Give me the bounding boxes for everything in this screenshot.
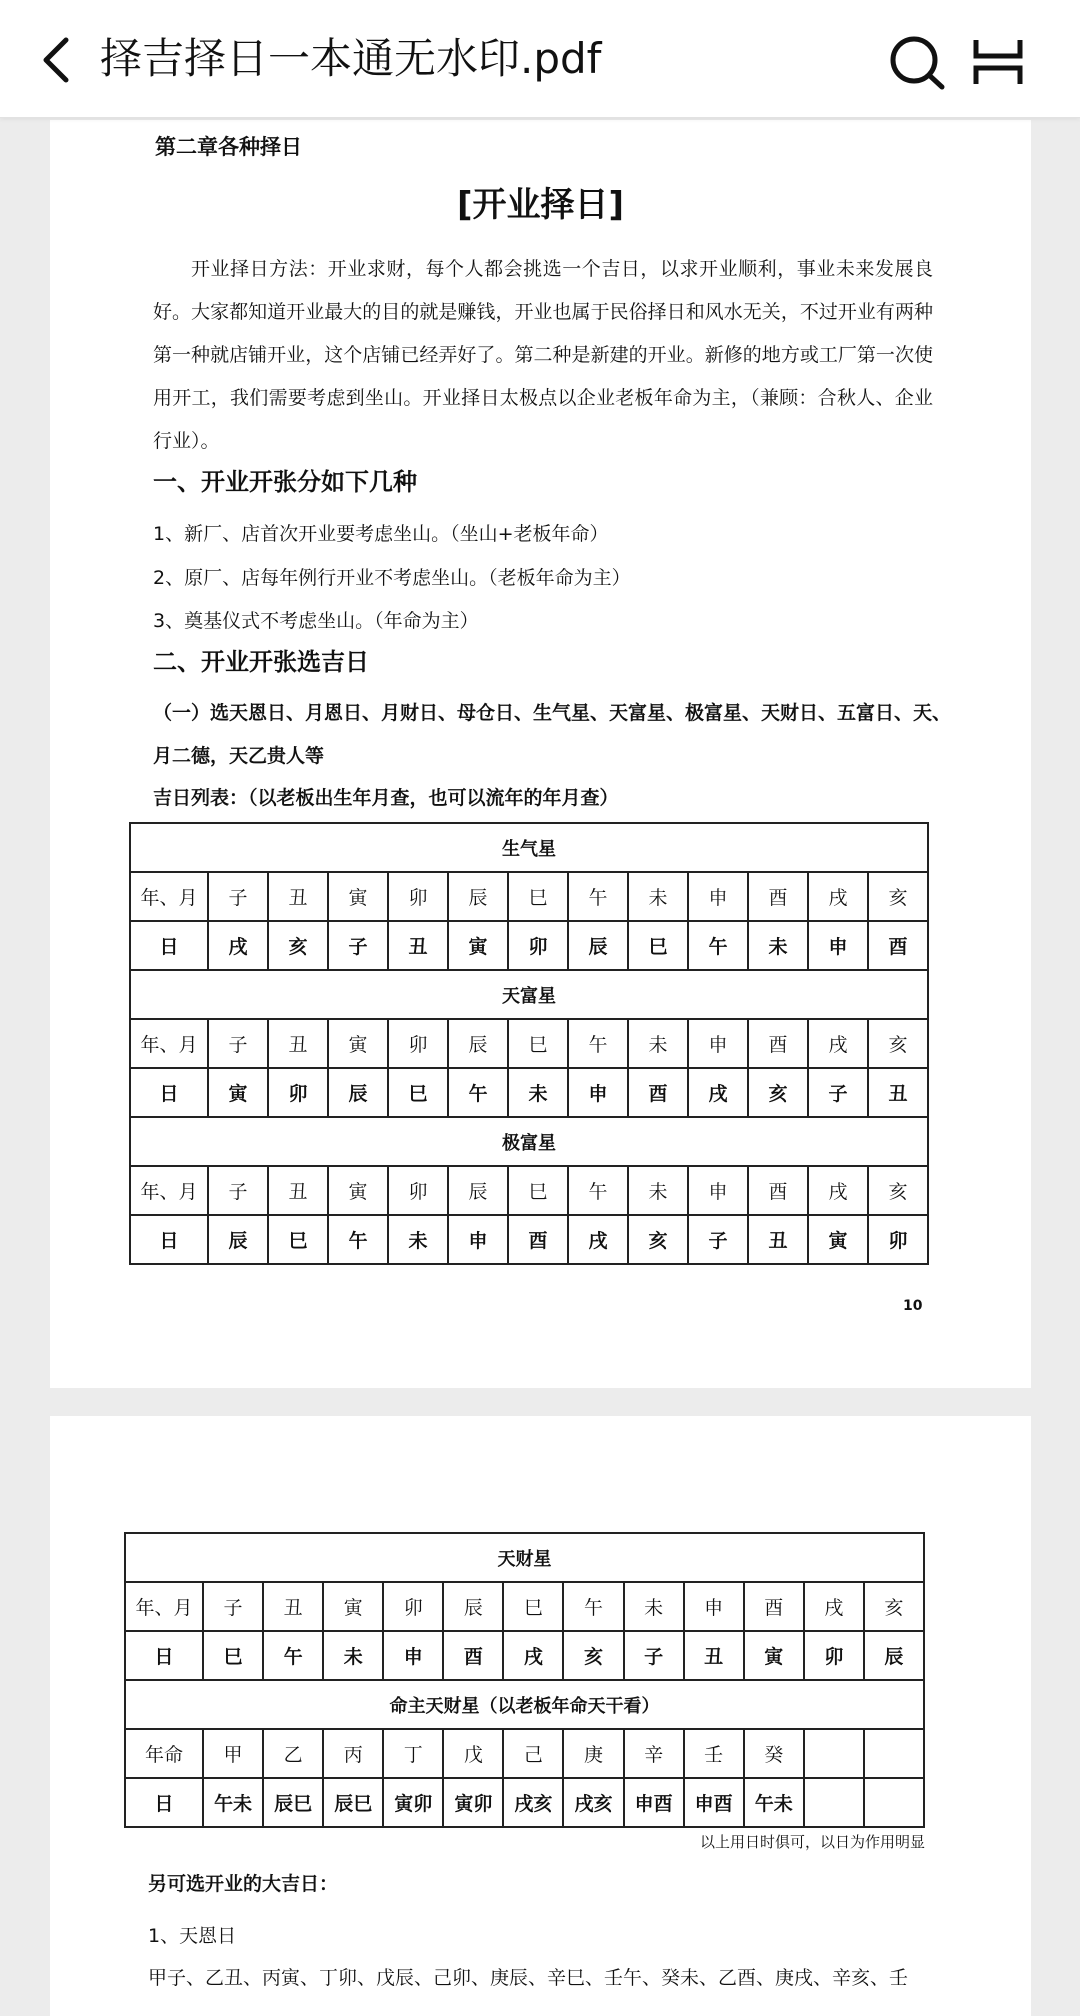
row-label-month: 年、月 <box>130 1166 208 1215</box>
table-block-header <box>130 823 928 872</box>
day-cell: 丑 <box>868 1068 928 1117</box>
month-cell: 戌 <box>808 1019 868 1068</box>
day-cell: 戌亥 <box>503 1778 563 1827</box>
search-icon <box>888 34 946 90</box>
month-cell: 午 <box>568 872 628 921</box>
day-cell: 寅 <box>208 1068 268 1117</box>
day-cell: 寅 <box>744 1631 804 1680</box>
day-cell: 午未 <box>744 1778 804 1827</box>
day-cell: 酉 <box>868 921 928 970</box>
table-month-row <box>125 1582 924 1631</box>
list-item-1: 1、新厂、店首次开业要考虑坐山。（坐山+老板年命） <box>153 523 609 545</box>
table-block-title: 极富星 <box>130 1117 928 1166</box>
month-cell: 巳 <box>503 1582 563 1631</box>
month-cell: 辰 <box>448 872 508 921</box>
day-cell: 寅 <box>448 921 508 970</box>
day-cell: 未 <box>508 1068 568 1117</box>
day-cell: 未 <box>748 921 808 970</box>
table-block-header <box>130 1117 928 1166</box>
day-cell: 未 <box>388 1215 448 1264</box>
exit-reading-button[interactable] <box>972 38 1024 86</box>
month-cell: 子 <box>203 1582 263 1631</box>
month-cell: 子 <box>208 1166 268 1215</box>
day-cell: 亥 <box>748 1068 808 1117</box>
day-cell: 申 <box>448 1215 508 1264</box>
day-cell: 巳 <box>388 1068 448 1117</box>
day-cell: 酉 <box>508 1215 568 1264</box>
row-label-day: 日 <box>130 921 208 970</box>
day-cell: 寅卯 <box>383 1778 443 1827</box>
day-cell: 子 <box>808 1068 868 1117</box>
month-cell: 子 <box>208 1019 268 1068</box>
table-day-row <box>125 1631 924 1680</box>
chapter-heading: 第二章各种择日 <box>155 135 302 159</box>
day-cell: 辰巳 <box>323 1778 383 1827</box>
month-cell: 辰 <box>443 1582 503 1631</box>
day-cell: 辰巳 <box>263 1778 323 1827</box>
page-title: [开业择日] <box>456 185 625 225</box>
lead-text: （一）选天恩日、月恩日、月财日、母仓日、生气星、天富星、极富星、天财日、五富日、天、月二德，天乙贵人等 <box>153 702 952 767</box>
month-cell: 辰 <box>448 1166 508 1215</box>
month-cell: 酉 <box>748 1019 808 1068</box>
month-cell: 丑 <box>268 872 328 921</box>
stem-cell: 丙 <box>323 1729 383 1778</box>
month-cell: 申 <box>684 1582 744 1631</box>
search-button[interactable] <box>888 34 946 90</box>
month-cell: 未 <box>628 1019 688 1068</box>
stem-cell: 丁 <box>383 1729 443 1778</box>
day-cell: 辰 <box>328 1068 388 1117</box>
table-block-title: 天财星 <box>125 1533 924 1582</box>
month-cell: 寅 <box>328 872 388 921</box>
stem-cell: 戊 <box>443 1729 503 1778</box>
month-cell: 未 <box>628 1166 688 1215</box>
sub-heading-tianen: 1、天恩日 <box>148 1925 237 1947</box>
month-cell: 巳 <box>508 872 568 921</box>
top-bar <box>0 0 1080 118</box>
month-cell: 戌 <box>808 1166 868 1215</box>
month-cell: 子 <box>208 872 268 921</box>
section-heading-1: 一、开业开张分如下几种 <box>153 468 417 496</box>
list-caption: 吉日列表：（以老板出生年月查，也可以流年的年月查） <box>153 787 619 809</box>
table-block-header <box>125 1680 924 1729</box>
document-title: 择吉择日一本通无水印.pdf <box>100 34 602 83</box>
day-cell: 戌 <box>208 921 268 970</box>
table-block-title: 命主天财星（以老板年命天干看） <box>125 1680 924 1729</box>
day-cell: 卯 <box>868 1215 928 1264</box>
day-cell: 子 <box>688 1215 748 1264</box>
month-cell: 申 <box>688 1166 748 1215</box>
page-number: 10 <box>903 1298 923 1314</box>
day-cell: 丑 <box>684 1631 744 1680</box>
stem-cell: 辛 <box>624 1729 684 1778</box>
chevron-left-icon <box>36 36 80 84</box>
day-cell: 亥 <box>628 1215 688 1264</box>
day-cell: 酉 <box>443 1631 503 1680</box>
row-label-month: 年、月 <box>130 1019 208 1068</box>
row-label-year: 年命 <box>125 1729 203 1778</box>
month-cell: 亥 <box>864 1582 924 1631</box>
row-label-day: 日 <box>130 1068 208 1117</box>
month-cell: 卯 <box>388 1166 448 1215</box>
list-item-2: 2、原厂、店每年例行开业不考虑坐山。（老板年命为主） <box>153 567 631 589</box>
table-day-row <box>130 1215 928 1264</box>
month-cell: 丑 <box>263 1582 323 1631</box>
day-cell: 午 <box>688 921 748 970</box>
day-cell <box>804 1778 864 1827</box>
month-cell: 申 <box>688 1019 748 1068</box>
day-cell: 戌 <box>688 1068 748 1117</box>
day-cell: 寅 <box>808 1215 868 1264</box>
month-cell: 酉 <box>744 1582 804 1631</box>
day-cell: 子 <box>624 1631 684 1680</box>
list-item-3: 3、奠基仪式不考虑坐山。（年命为主） <box>153 610 479 632</box>
day-cell: 午 <box>263 1631 323 1680</box>
day-cell: 申酉 <box>624 1778 684 1827</box>
month-cell: 午 <box>563 1582 623 1631</box>
day-cell: 巳 <box>203 1631 263 1680</box>
month-cell: 午 <box>568 1166 628 1215</box>
day-cell: 寅卯 <box>443 1778 503 1827</box>
table-month-row <box>130 872 928 921</box>
stem-cell <box>804 1729 864 1778</box>
stem-cell: 癸 <box>744 1729 804 1778</box>
day-cell: 未 <box>323 1631 383 1680</box>
month-cell: 亥 <box>868 1166 928 1215</box>
back-button[interactable] <box>36 36 80 84</box>
tianen-days: 甲子、乙丑、丙寅、丁卯、戊辰、己卯、庚辰、辛巳、壬午、癸未、乙酉、庚戌、辛亥、壬 <box>148 1967 909 1989</box>
month-cell: 丑 <box>268 1166 328 1215</box>
month-cell: 亥 <box>868 1019 928 1068</box>
day-cell: 卯 <box>804 1631 864 1680</box>
section-heading-2: 二、开业开张选吉日 <box>153 648 369 676</box>
row-label-day: 日 <box>125 1631 203 1680</box>
more-days-title: 另可选开业的大吉日： <box>148 1873 339 1895</box>
day-cell: 申 <box>568 1068 628 1117</box>
month-cell: 寅 <box>323 1582 383 1631</box>
day-cell: 申 <box>383 1631 443 1680</box>
day-cell: 巳 <box>628 921 688 970</box>
month-cell: 卯 <box>383 1582 443 1631</box>
day-cell: 酉 <box>628 1068 688 1117</box>
day-cell: 巳 <box>268 1215 328 1264</box>
month-cell: 戌 <box>804 1582 864 1631</box>
stem-cell: 己 <box>503 1729 563 1778</box>
day-cell: 卯 <box>268 1068 328 1117</box>
month-cell: 戌 <box>808 872 868 921</box>
table-note: 以上用日时俱可，以日为作用明显 <box>700 1833 926 1851</box>
month-cell: 巳 <box>508 1019 568 1068</box>
month-cell: 寅 <box>328 1166 388 1215</box>
row-label-month: 年、月 <box>130 872 208 921</box>
day-cell: 申酉 <box>684 1778 744 1827</box>
month-cell: 寅 <box>328 1019 388 1068</box>
table-day-row <box>130 1068 928 1117</box>
exit-icon <box>972 38 1024 86</box>
day-cell: 卯 <box>508 921 568 970</box>
day-cell: 申 <box>808 921 868 970</box>
month-cell: 丑 <box>268 1019 328 1068</box>
month-cell: 巳 <box>508 1166 568 1215</box>
pdf-page-2 <box>50 1416 1031 2016</box>
table-block-header <box>125 1533 924 1582</box>
stem-cell: 乙 <box>263 1729 323 1778</box>
month-cell: 酉 <box>748 872 808 921</box>
day-cell: 戌 <box>503 1631 563 1680</box>
day-cell: 子 <box>328 921 388 970</box>
table-month-row <box>130 1019 928 1068</box>
table-day-row <box>125 1778 924 1827</box>
day-cell <box>864 1778 924 1827</box>
row-label-day: 日 <box>125 1778 203 1827</box>
day-cell: 午 <box>328 1215 388 1264</box>
day-cell: 亥 <box>268 921 328 970</box>
intro-paragraph: 开业择日方法：开业求财，每个人都会挑选一个吉日，以求开业顺利，事业未来发展良好。大家都知道开业最大的目的就是赚钱，开业也属于民俗择日和风水无关，不过开业有两种第一种就店铺开业，这个店铺已经弄好了。第二种是新建的开业。新修的地方或工厂第一次使用开工，我们需要考虑到坐山。开业择日太极点以企业老板年命为主，（兼顾：合秋人、企业行业）。 <box>153 258 933 452</box>
table-month-row <box>130 1166 928 1215</box>
month-cell: 卯 <box>388 872 448 921</box>
month-cell: 未 <box>624 1582 684 1631</box>
month-cell: 亥 <box>868 872 928 921</box>
day-cell: 辰 <box>568 921 628 970</box>
month-cell: 辰 <box>448 1019 508 1068</box>
row-label-month: 年、月 <box>125 1582 203 1631</box>
table-block-title: 天富星 <box>130 970 928 1019</box>
month-cell: 申 <box>688 872 748 921</box>
table-block-header <box>130 970 928 1019</box>
month-cell: 午 <box>568 1019 628 1068</box>
day-cell: 午未 <box>203 1778 263 1827</box>
pdf-page-1 <box>50 120 1031 1388</box>
tiancai-table <box>124 1532 925 1828</box>
day-cell: 辰 <box>208 1215 268 1264</box>
day-cell: 午 <box>448 1068 508 1117</box>
day-cell: 丑 <box>388 921 448 970</box>
stem-cell: 壬 <box>684 1729 744 1778</box>
row-label-day: 日 <box>130 1215 208 1264</box>
stem-cell: 庚 <box>563 1729 623 1778</box>
stem-cell: 甲 <box>203 1729 263 1778</box>
auspicious-day-table <box>129 822 929 1265</box>
month-cell: 卯 <box>388 1019 448 1068</box>
day-cell: 丑 <box>748 1215 808 1264</box>
day-cell: 亥 <box>563 1631 623 1680</box>
stem-cell <box>864 1729 924 1778</box>
table-stem-row <box>125 1729 924 1778</box>
month-cell: 酉 <box>748 1166 808 1215</box>
table-block-title: 生气星 <box>130 823 928 872</box>
day-cell: 戌亥 <box>563 1778 623 1827</box>
day-cell: 戌 <box>568 1215 628 1264</box>
month-cell: 未 <box>628 872 688 921</box>
day-cell: 辰 <box>864 1631 924 1680</box>
table-day-row <box>130 921 928 970</box>
